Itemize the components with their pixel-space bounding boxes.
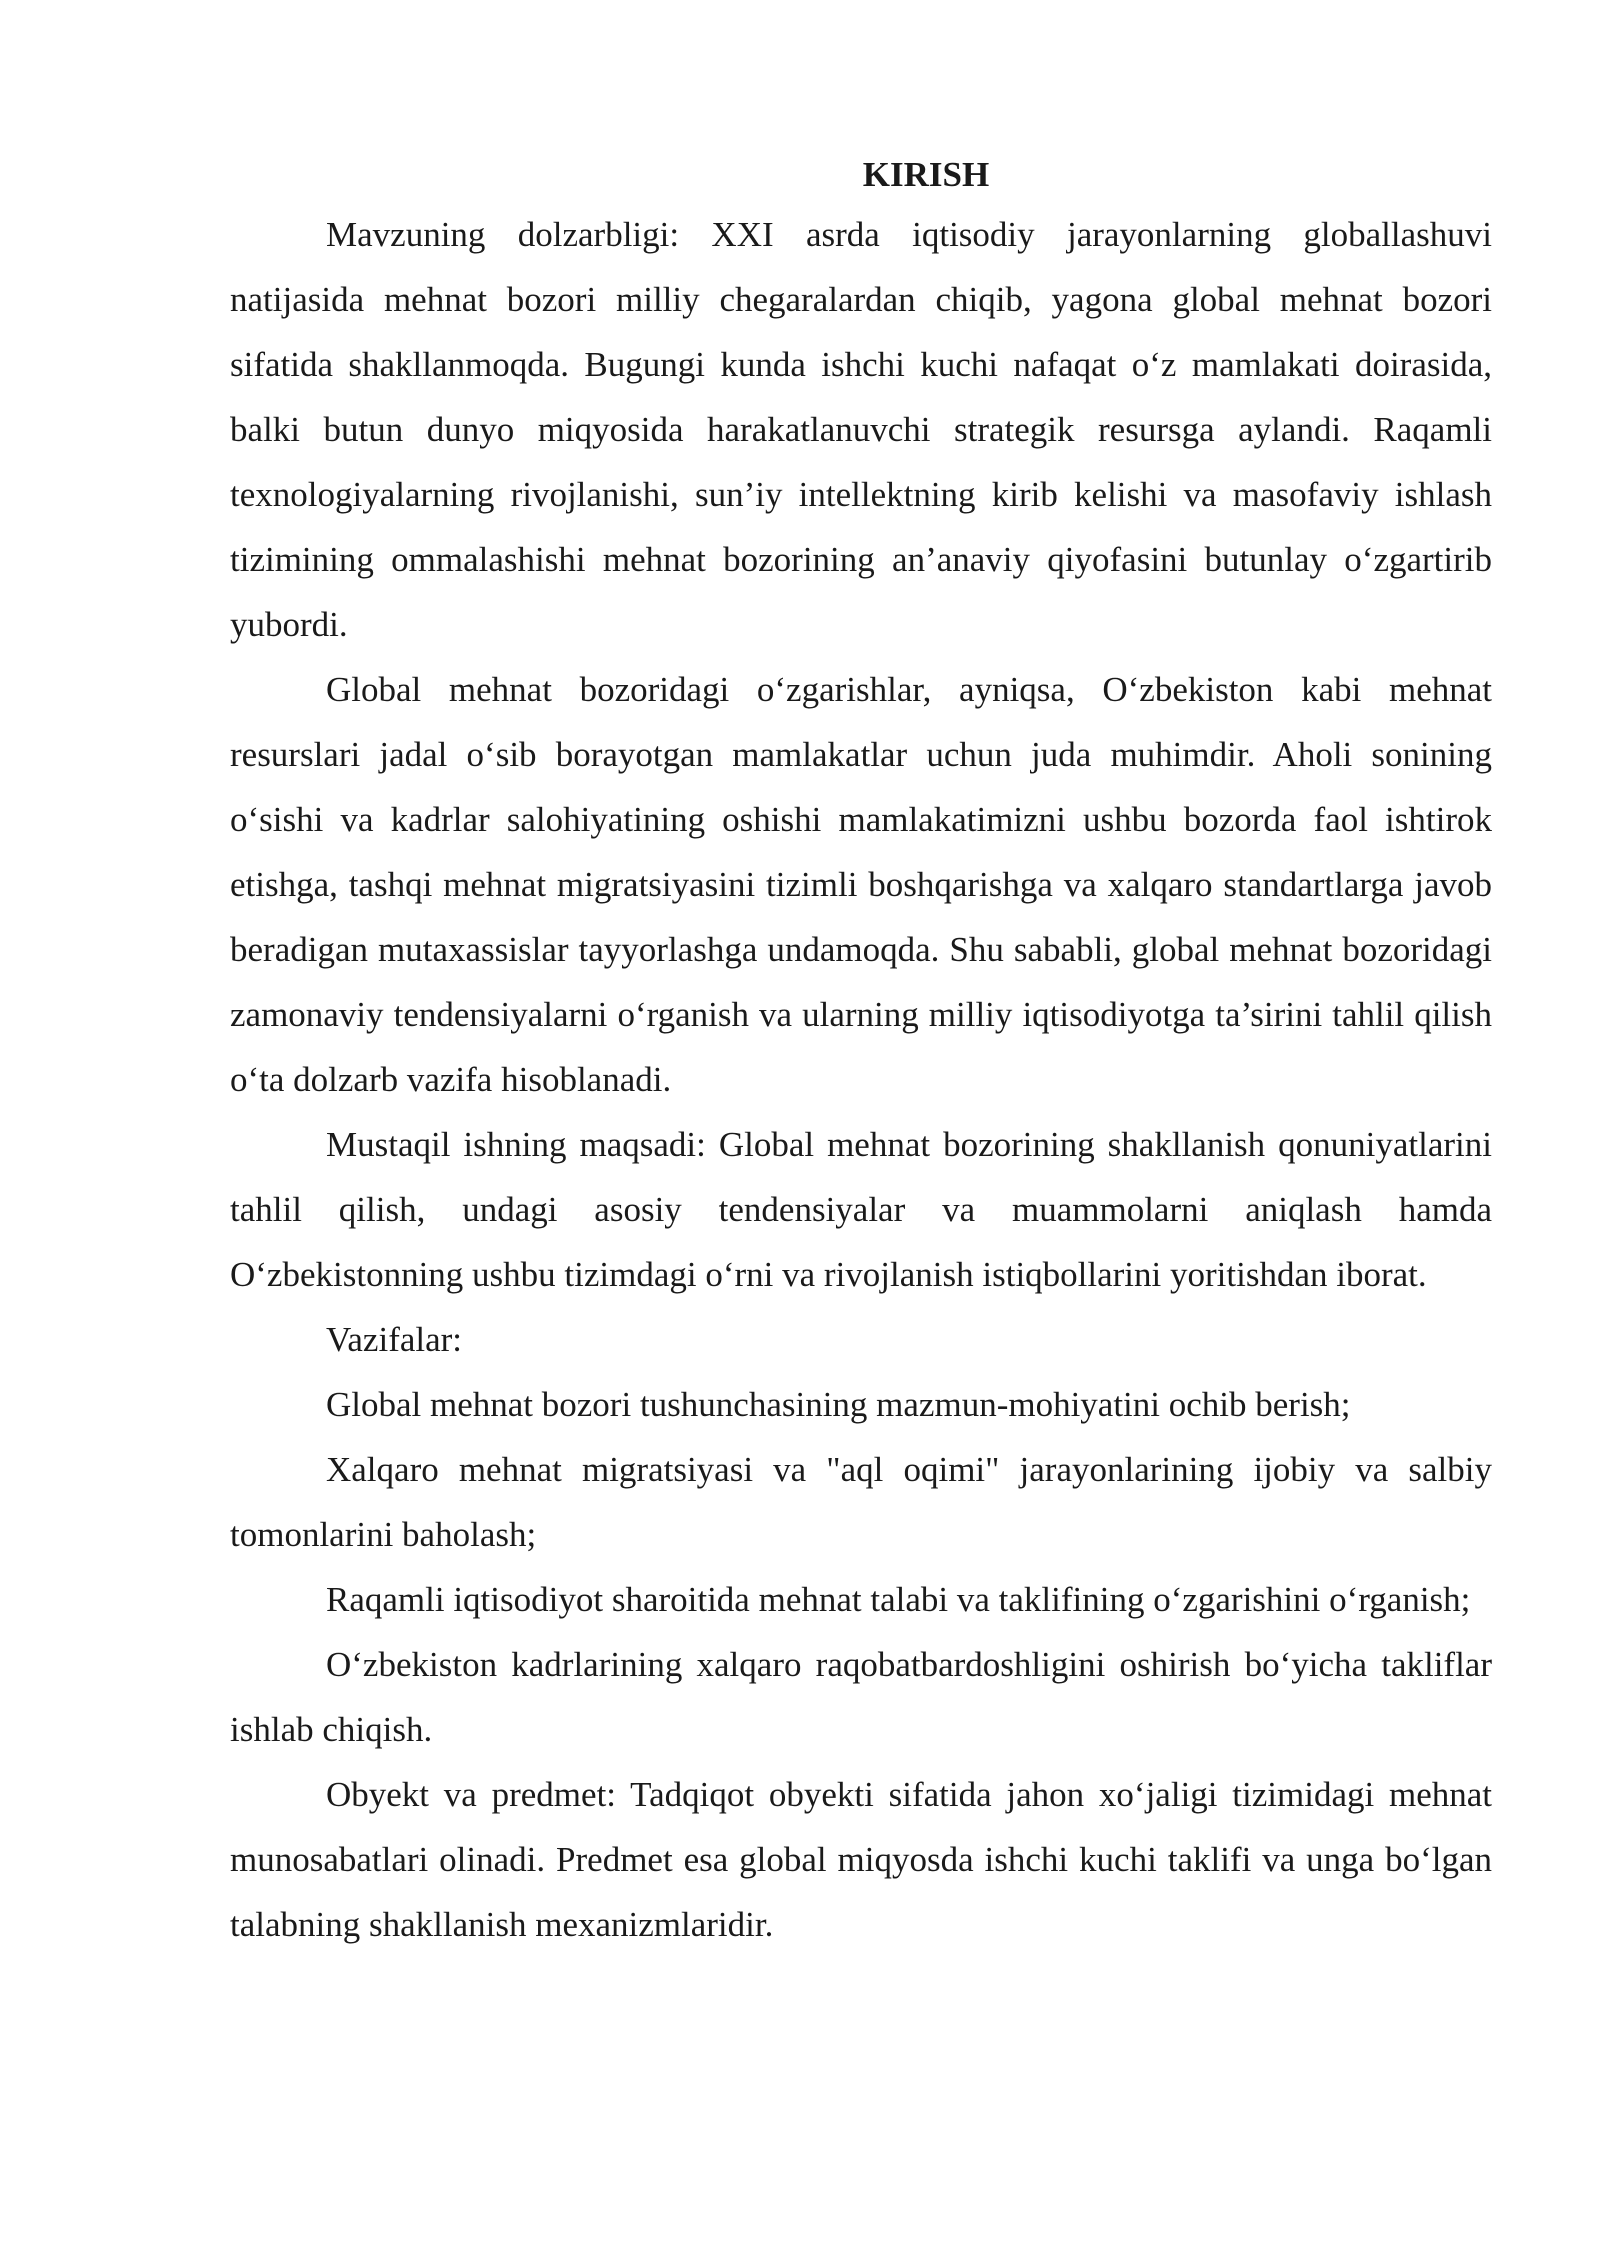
paragraph-task-3: Raqamli iqtisodiyot sharoitida mehnat talabi va taklifining o‘zgarishini o‘rganish; (326, 1580, 1471, 1619)
paragraph-goal: Mustaqil ishning maqsadi: Global mehnat bozorining shakllanish qonuniyatlarini tahlil qilish, undagi asosiy tendensiyalar va muammolarni aniqlash hamda O‘zbekistonning ushbu tizimdagi o‘rni va rivojlanish istiqbollarini yoritishdan iborat. (230, 1125, 1492, 1294)
paragraph-task-4: O‘zbekiston kadrlarining xalqaro raqobatbardoshligini oshirish bo‘yicha takliflar ishlab chiqish. (230, 1645, 1492, 1749)
paragraph-relevance: Mavzuning dolzarbligi: XXI asrda iqtisodiy jarayonlarning globallashuvi natijasida mehnat bozori milliy chegaralardan chiqib, yagona global mehnat bozori sifatida shakllanmoqda. Bugungi kunda ishchi kuchi nafaqat o‘z mamlakati doirasida, balki butun dunyo miqyosida harakatlanuvchi strategik resursga aylandi. Raqamli texnologiyalarning rivojlanishi, sun’iy intellektning kirib kelishi va masofaviy ishlash tizimining ommalashishi mehnat bozorining an’anaviy qiyofasini butunlay o‘zgartirib yubordi. (230, 215, 1492, 644)
paragraph-task-2: Xalqaro mehnat migratsiyasi va "aql oqimi" jarayonlarining ijobiy va salbiy tomonlarini baholash; (230, 1450, 1492, 1554)
section-title: KIRISH (862, 155, 990, 194)
paragraph-object-subject: Obyekt va predmet: Tadqiqot obyekti sifatida jahon xo‘jaligi tizimidagi mehnat munosabatlari olinadi. Predmet esa global miqyosda ishchi kuchi taklifi va unga bo‘lgan talabning shakllanish mexanizmlaridir. (230, 1775, 1492, 1944)
paragraph-task-1: Global mehnat bozori tushunchasining mazmun-mohiyatini ochib berish; (326, 1385, 1351, 1424)
document-body (230, 150, 1492, 1957)
paragraph-changes: Global mehnat bozoridagi o‘zgarishlar, ayniqsa, O‘zbekiston kabi mehnat resurslari jadal o‘sib borayotgan mamlakatlar uchun juda muhimdir. Aholi sonining o‘sishi va kadrlar salohiyatining oshishi mamlakatimizni ushbu bozorda faol ishtirok etishga, tashqi mehnat migratsiyasini tizimli boshqarishga va xalqaro standartlarga javob beradigan mutaxassislar tayyorlashga undamoqda. Shu sababli, global mehnat bozoridagi zamonaviy tendensiyalarni o‘rganish va ularning milliy iqtisodiyotga ta’sirini tahlil qilish o‘ta dolzarb vazifa hisoblanadi. (230, 670, 1492, 1099)
paragraph-tasks-heading: Vazifalar: (326, 1320, 463, 1359)
